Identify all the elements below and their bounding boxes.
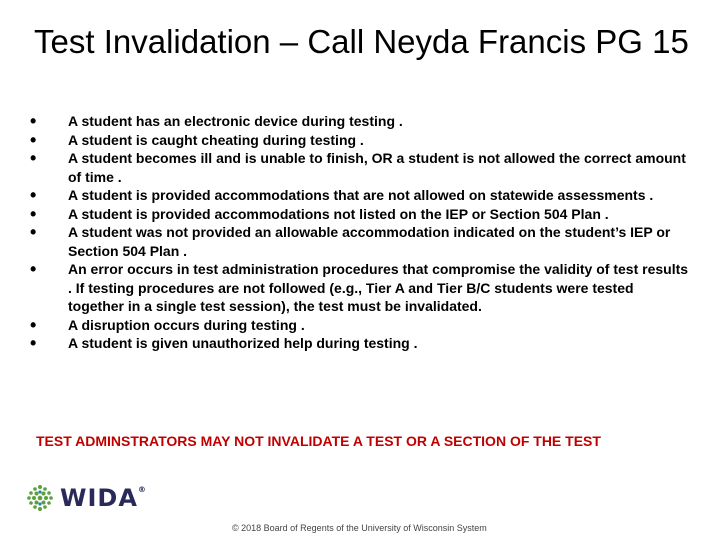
bullet-text: A student is caught cheating during testing . [68, 131, 364, 148]
bullet-text: A student has an electronic device during testing . [68, 113, 403, 129]
bullet-dot-icon: • [30, 314, 37, 335]
bullet-text: A student is provided accommodations not listed on the IEP or Section 504 Plan . [68, 205, 609, 222]
bullet-item [30, 334, 690, 353]
bullet-dot-icon: • [30, 333, 37, 353]
copyright-footer: © 2018 Board of Regents of the University of Wisconsin System [232, 523, 487, 533]
invalidation-warning: TEST ADMINSTRATORS MAY NOT INVALIDATE A TEST OR A SECTION OF THE TEST [36, 433, 601, 449]
bullet-dot-icon: • [30, 222, 37, 242]
bullet-text: A disruption occurs during testing . [68, 316, 305, 333]
bullet-text: An error occurs in test administration procedures that compromise the validity of test results . If testing procedures are not followed (e.g., Tier A and Tier B/C students were tested together in a single test session), the test must be invalidated. [68, 261, 689, 314]
bullet-dot-icon: • [30, 111, 37, 131]
trademark-symbol: ® [137, 485, 147, 494]
bullet-text: A student becomes ill and is unable to finish, OR a student is not allowed the correct amount of time . [68, 150, 686, 185]
bullet-text: A student was not provided an allowable accommodation indicated on the student’s IEP or Section 504 Plan . [68, 224, 671, 259]
bullet-list [30, 112, 690, 353]
bullet-item [30, 149, 690, 186]
bullet-item [30, 205, 690, 224]
bullet-item [30, 316, 690, 335]
bullet-text: A student is provided accommodations that are not allowed on statewide assessments . [68, 187, 654, 203]
wida-wordmark: WIDA [60, 484, 138, 512]
wida-logo-text [60, 484, 147, 512]
bullet-item [30, 186, 690, 205]
bullet-dot-icon: • [30, 129, 37, 150]
bullet-item [30, 223, 690, 260]
bullet-text: A student is given unauthorized help during testing . [68, 335, 418, 351]
bullet-dot-icon: • [30, 185, 37, 205]
wida-logo [26, 484, 147, 512]
wida-globe-icon [26, 484, 54, 512]
bullet-item [30, 260, 690, 316]
bullet-item [30, 131, 690, 150]
bullet-dot-icon: • [30, 148, 37, 168]
bullet-dot-icon: • [30, 259, 37, 279]
bullet-item [30, 112, 690, 131]
slide-title: Test Invalidation – Call Neyda Francis PG 15 [34, 23, 689, 60]
bullet-dot-icon: • [30, 203, 37, 224]
